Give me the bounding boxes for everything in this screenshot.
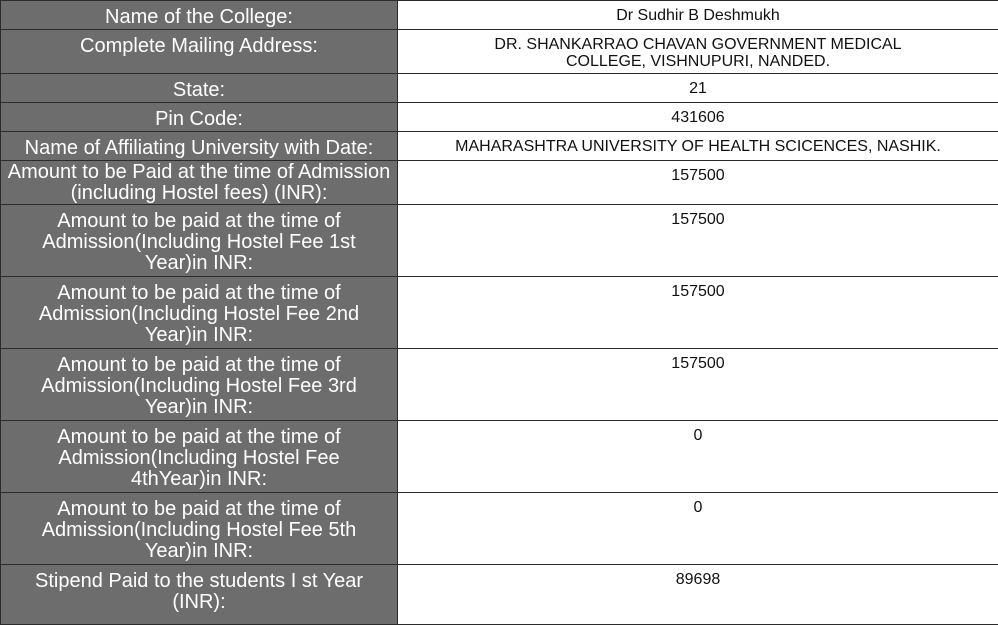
amount-year-1-label-cell <box>1 205 398 277</box>
row-amount-year-3 <box>1 349 998 421</box>
pin-code-value-cell <box>398 103 998 132</box>
row-amount-year-4 <box>1 421 998 493</box>
row-amount-year-1 <box>1 205 998 277</box>
stipend-year-1-value-cell <box>398 565 998 625</box>
affiliating-university-value-cell <box>398 132 998 161</box>
pin-code-label: Pin Code: <box>1 103 397 130</box>
row-amount-year-2 <box>1 277 998 349</box>
college-name-label-cell <box>1 1 398 30</box>
mailing-address-label: Complete Mailing Address: <box>1 30 397 57</box>
state-label: State: <box>1 74 397 101</box>
amount-year-5-value: 0 <box>398 493 998 516</box>
row-college-name <box>1 1 998 30</box>
college-name-label: Name of the College: <box>1 1 397 28</box>
affiliating-university-label: Name of Affiliating University with Date: <box>1 132 397 159</box>
stipend-year-1-label-cell <box>1 565 398 625</box>
amount-year-5-label-cell <box>1 493 398 565</box>
row-amount-admission <box>1 161 998 205</box>
amount-year-2-value-cell <box>398 277 998 349</box>
amount-year-5-value-cell <box>398 493 998 565</box>
state-value-cell <box>398 74 998 103</box>
amount-year-4-label: Amount to be paid at the time of Admission(Including Hostel Fee 4thYear)in INR: <box>1 421 397 490</box>
amount-year-3-label-cell <box>1 349 398 421</box>
amount-admission-label-cell <box>1 161 398 205</box>
amount-year-4-value: 0 <box>398 421 998 444</box>
amount-year-5-label: Amount to be paid at the time of Admission(Including Hostel Fee 5th Year)in INR: <box>1 493 397 562</box>
row-mailing-address <box>1 30 998 74</box>
stipend-year-1-value: 89698 <box>398 565 998 588</box>
amount-year-3-value-cell <box>398 349 998 421</box>
amount-year-1-label: Amount to be paid at the time of Admission(Including Hostel Fee 1st Year)in INR: <box>1 205 397 274</box>
state-value: 21 <box>398 74 998 97</box>
amount-year-1-value: 157500 <box>398 205 998 228</box>
amount-year-4-label-cell <box>1 421 398 493</box>
amount-year-2-label: Amount to be paid at the time of Admission(Including Hostel Fee 2nd Year)in INR: <box>1 277 397 346</box>
stipend-year-1-label: Stipend Paid to the students I st Year (INR): <box>1 565 397 613</box>
row-state <box>1 74 998 103</box>
amount-year-4-value-cell <box>398 421 998 493</box>
amount-admission-value-cell <box>398 161 998 205</box>
row-affiliating-university <box>1 132 998 161</box>
amount-year-3-label: Amount to be paid at the time of Admission(Including Hostel Fee 3rd Year)in INR: <box>1 349 397 418</box>
amount-year-2-value: 157500 <box>398 277 998 300</box>
affiliating-university-label-cell <box>1 132 398 161</box>
pin-code-label-cell <box>1 103 398 132</box>
amount-year-2-label-cell <box>1 277 398 349</box>
pin-code-value: 431606 <box>398 103 998 126</box>
amount-admission-value: 157500 <box>398 161 998 184</box>
mailing-address-label-cell <box>1 30 398 74</box>
affiliating-university-value: MAHARASHTRA UNIVERSITY OF HEALTH SCICENCES, NASHIK. <box>398 132 998 155</box>
amount-admission-label: Amount to be Paid at the time of Admission (including Hostel fees) (INR): <box>1 161 397 204</box>
state-label-cell <box>1 74 398 103</box>
mailing-address-value: DR. SHANKARRAO CHAVAN GOVERNMENT MEDICAL COLLEGE, VISHNUPURI, NANDED. <box>398 30 998 70</box>
row-stipend-year-1 <box>1 565 998 625</box>
row-amount-year-5 <box>1 493 998 565</box>
amount-year-1-value-cell <box>398 205 998 277</box>
mailing-address-value-cell <box>398 30 998 74</box>
row-pin-code <box>1 103 998 132</box>
college-name-value: Dr Sudhir B Deshmukh <box>398 1 998 24</box>
amount-year-3-value: 157500 <box>398 349 998 372</box>
college-name-value-cell <box>398 1 998 30</box>
